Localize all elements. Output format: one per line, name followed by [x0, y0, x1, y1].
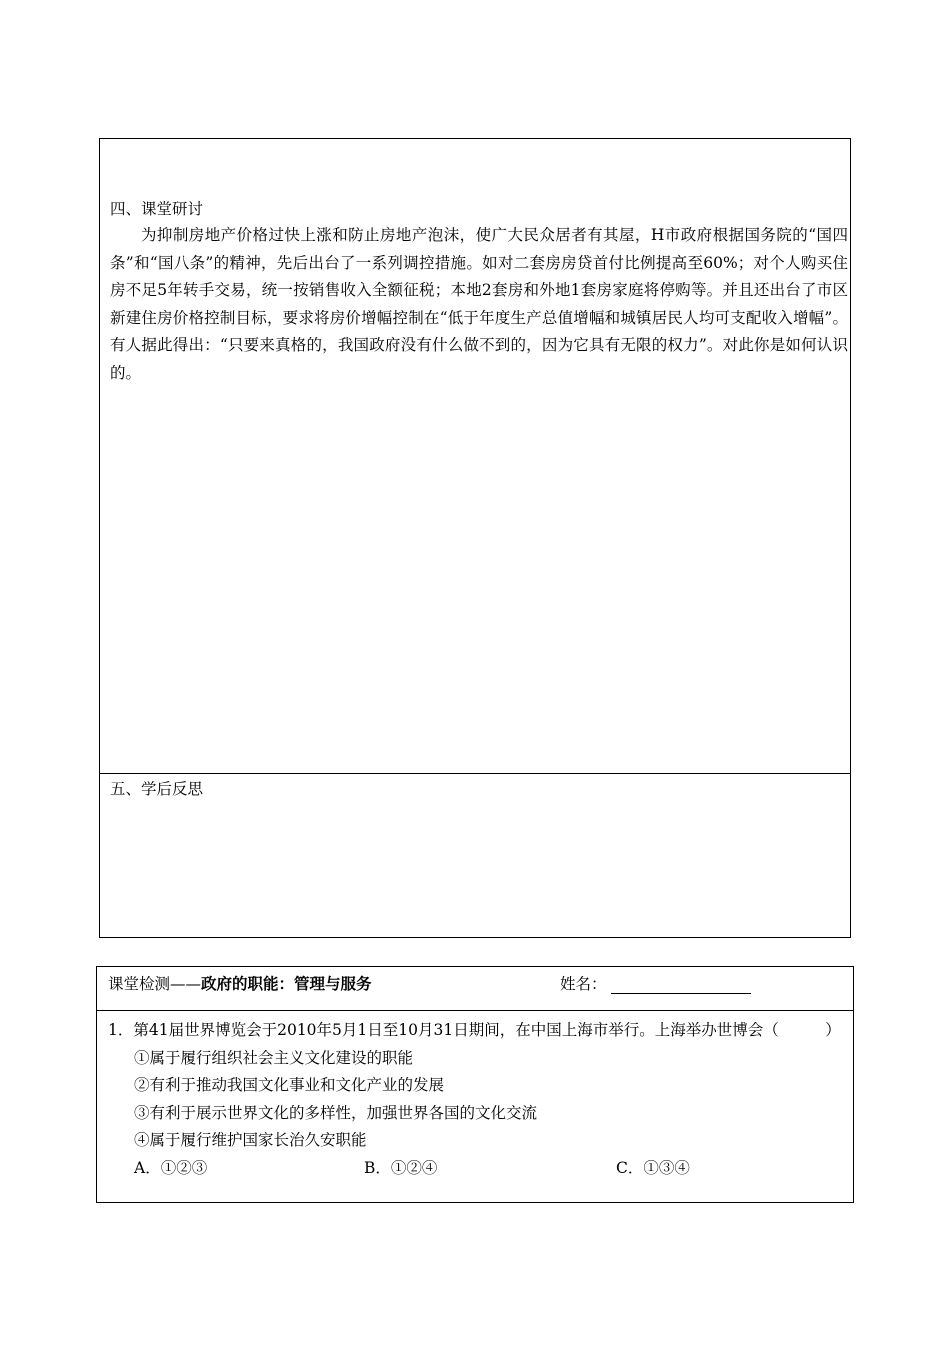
- option-1: ①属于履行组织社会主义文化建设的职能: [134, 1048, 414, 1067]
- name-blank[interactable]: [611, 975, 751, 994]
- discussion-box: [99, 138, 851, 938]
- option-3: ③有利于展示世界文化的多样性，加强世界各国的文化交流: [134, 1103, 538, 1122]
- choice-a[interactable]: A．①②③: [134, 1158, 208, 1177]
- quiz-title: [108, 972, 372, 994]
- option-4: ④属于履行维护国家长治久安职能: [134, 1131, 367, 1149]
- quiz-box: [96, 966, 854, 1203]
- quiz-title-prefix: 课堂检测——: [108, 975, 202, 993]
- question-stem: [108, 1017, 846, 1045]
- section-divider: [100, 773, 850, 774]
- quiz-title-topic: 政府的职能：管理与服务: [201, 974, 372, 993]
- section5-title: 五、学后反思: [110, 780, 204, 798]
- choice-b[interactable]: B．①②④: [364, 1158, 438, 1177]
- question-text: 第41届世界博览会于2010年5月1日至10月31日期间，在中国上海市举行。上海举办世博会（ ）: [133, 1021, 841, 1039]
- quiz-header: [97, 967, 853, 1011]
- choice-c[interactable]: C．①③④: [616, 1158, 690, 1177]
- section4-body: 为抑制房地产价格过快上涨和防止房地产泡沫，使广大民众居者有其屋，H市政府根据国务院的“国四条”和“国八条”的精神，先后出台了一系列调控措施。如对二套房房贷首付比例提高至60%；对个人购买住房不足5年转手交易，统一按销售收入全额征税；本地2套房和外地1套房家庭将停购等。并且还出台了市区新建住房价格控制目标，要求将房价增幅控制在“低于年度生产总值增幅和城镇居民人均可支配收入增幅”。有人据此得出：“只要来真格的，我国政府没有什么做不到的，因为它具有无限的权力”。对此你是如何认识的。: [110, 226, 848, 382]
- option-2: ②有利于推动我国文化事业和文化产业的发展: [134, 1076, 445, 1094]
- name-field: [560, 972, 751, 994]
- question-1: [108, 1017, 846, 1182]
- answer-choices: [108, 1155, 846, 1183]
- section4-title: 四、课堂研讨: [110, 200, 204, 218]
- question-number: 1．: [108, 1021, 134, 1039]
- name-label: 姓名：: [560, 975, 607, 993]
